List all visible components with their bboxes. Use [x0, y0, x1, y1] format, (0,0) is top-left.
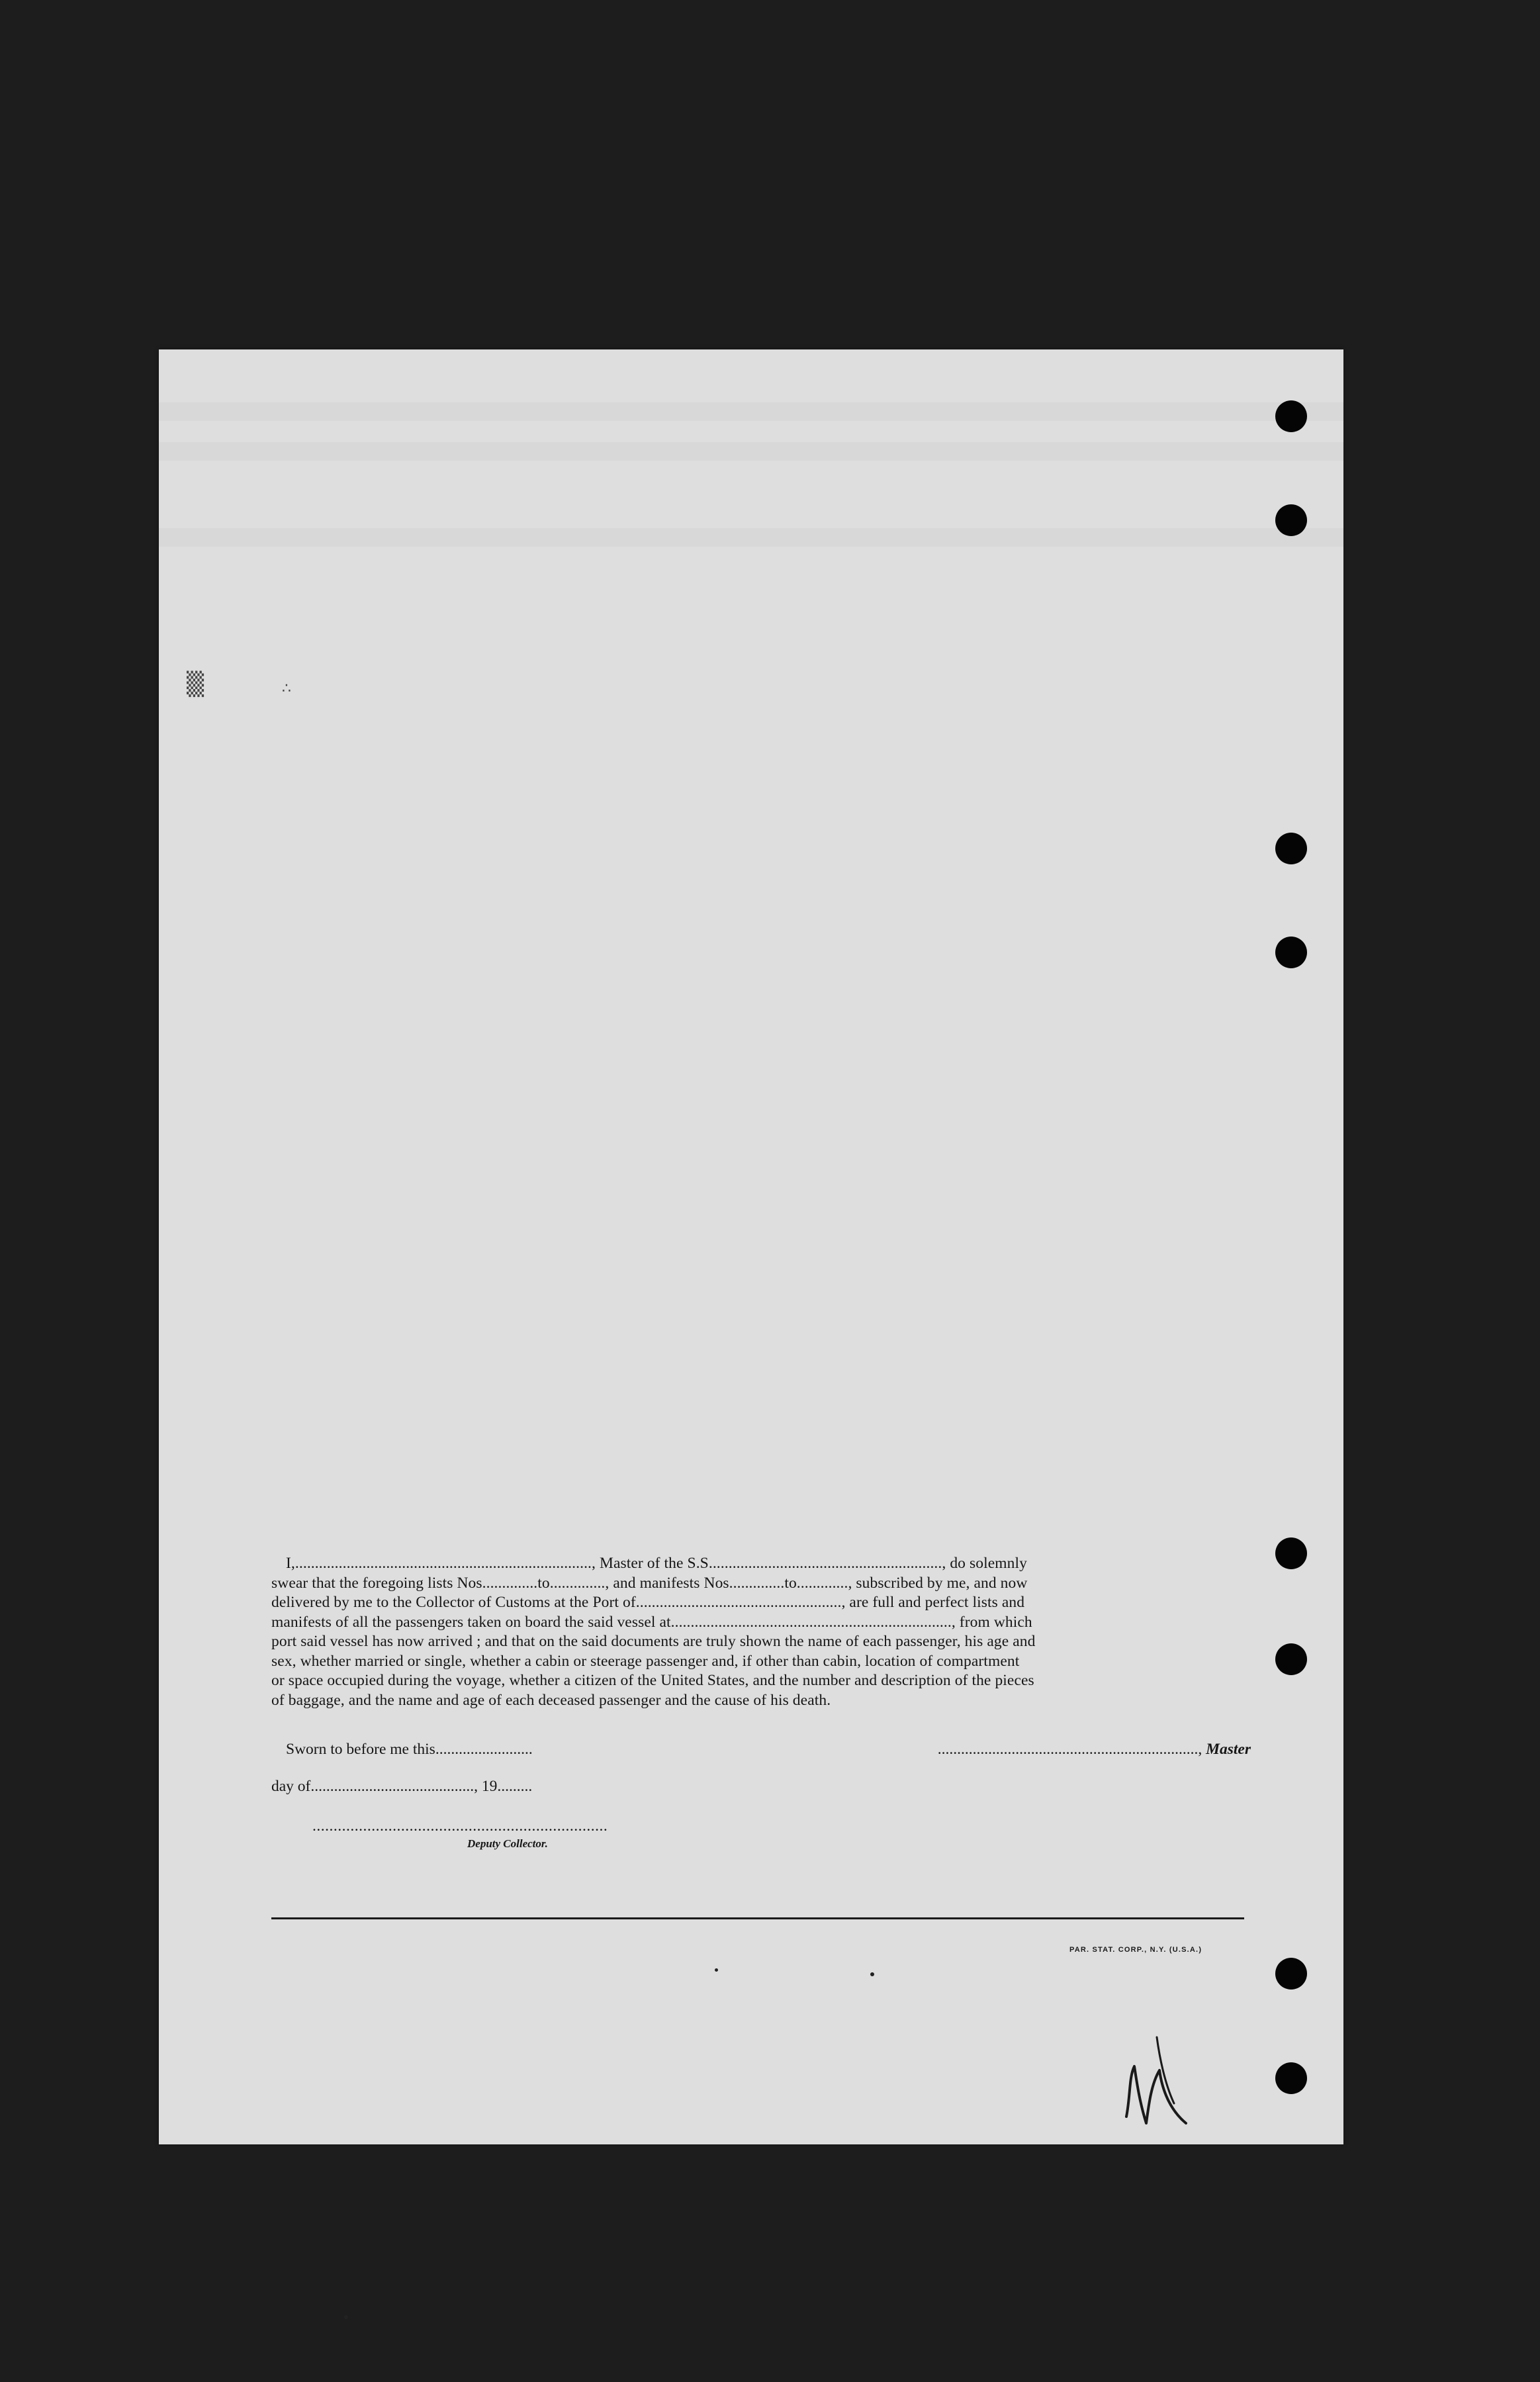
master-label: Master: [1206, 1741, 1251, 1758]
dust-speck: [870, 1972, 874, 1976]
master-signature-field: [938, 1741, 1251, 1759]
handwritten-mark-icon: [1117, 2024, 1203, 2136]
oath-line: or space occupied during the voyage, whether a citizen of the United States, and the number and description of the pieces: [271, 1672, 1034, 1689]
bleed-through-line: [159, 402, 1343, 421]
binder-hole: [1275, 833, 1307, 864]
binder-hole: [1275, 1958, 1307, 1990]
oath-line: port said vessel has now arrived ; and that on the said documents are truly shown the name of each passenger, his age and: [271, 1633, 1036, 1650]
bleed-through-line: [159, 442, 1343, 461]
oath-line: delivered by me to the Collector of Customs at the Port of...................................................., are full and perfect lists and: [271, 1594, 1025, 1611]
sworn-row: [271, 1741, 1251, 1763]
oath-paragraph: [271, 1554, 1251, 1710]
oath-line: I,..........................................................................., Master of the S.S..........................................................., do solemnly: [286, 1555, 1027, 1572]
deputy-signature-line: ......................................................................: [312, 1817, 608, 1835]
binder-hole: [1275, 937, 1307, 968]
horizontal-rule: [271, 1917, 1244, 1919]
deputy-collector-label: Deputy Collector.: [467, 1837, 548, 1850]
binder-hole: [1275, 1537, 1307, 1569]
oath-line: swear that the foregoing lists Nos..............to.............., and manifests Nos..............to............., subscribed by me, and now: [271, 1574, 1028, 1592]
ink-blot: ∴: [282, 680, 291, 697]
bleed-through-line: [159, 528, 1343, 547]
oath-line: of baggage, and the name and age of each deceased passenger and the cause of his death.: [271, 1691, 831, 1709]
oath-line: sex, whether married or single, whether a cabin or steerage passenger and, if other than cabin, location of compartment: [271, 1652, 1020, 1670]
master-signature-line: ...................................................................,: [937, 1741, 1206, 1758]
ink-blot: ▒: [187, 671, 204, 698]
oath-line: manifests of all the passengers taken on board the said vessel at......................................................................., from which: [271, 1613, 1032, 1631]
dust-speck: [344, 2315, 348, 2319]
sworn-text: Sworn to before me this.........................: [286, 1741, 533, 1758]
day-field: day of.........................................., 19.........: [271, 1778, 533, 1795]
binder-hole: [1275, 1643, 1307, 1675]
binder-hole: [1275, 504, 1307, 536]
binder-hole: [1275, 400, 1307, 432]
binder-hole: [1275, 2062, 1307, 2094]
dust-speck: [715, 1968, 718, 1972]
manifest-page: [159, 349, 1343, 2144]
printer-imprint: PAR. STAT. CORP., N.Y. (U.S.A.): [1069, 1946, 1202, 1954]
